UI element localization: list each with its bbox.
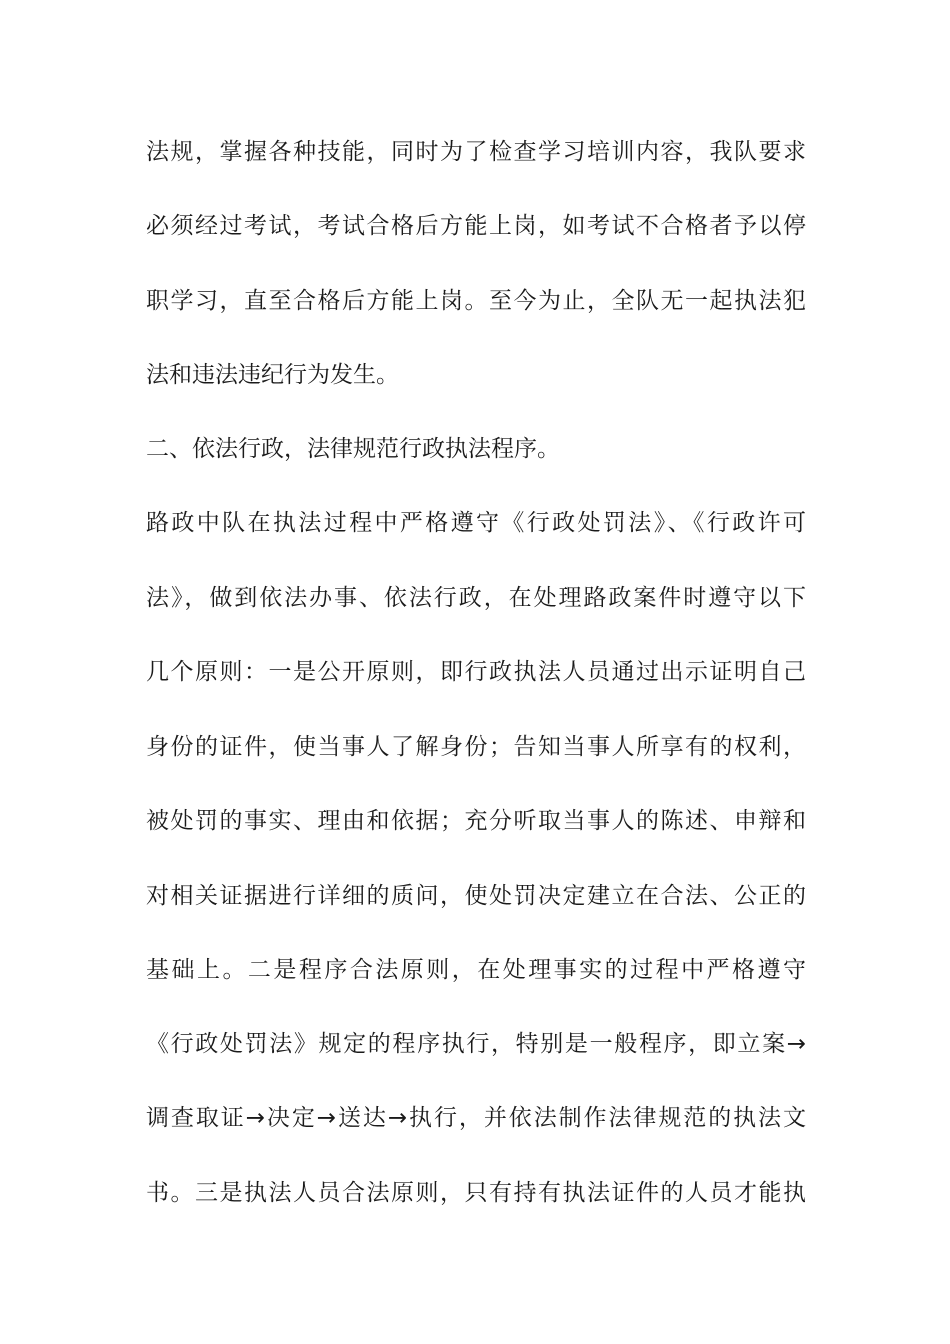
text-line: 必须经过考试，考试合格后方能上岗，如考试不合格者予以停 (146, 213, 806, 239)
text-line: 法和违法违纪行为发生。 (146, 362, 399, 388)
text-line: 法规，掌握各种技能，同时为了检查学习培训内容，我队要求 (146, 139, 806, 165)
text-line: 几个原则：一是公开原则，即行政执法人员通过出示证明自己 (146, 659, 806, 685)
text-line: 法》，做到依法办事、依法行政，在处理路政案件时遵守以下 (146, 585, 806, 611)
text-line: 基础上。二是程序合法原则，在处理事实的过程中严格遵守 (146, 957, 806, 983)
section-heading: 二、依法行政，法律规范行政执法程序。 (146, 436, 560, 462)
text-line: 路政中队在执法过程中严格遵守《行政处罚法》、《行政许可 (146, 510, 806, 536)
text-line: 《行政处罚法》规定的程序执行，特别是一般程序，即立案→ (146, 1031, 806, 1057)
text-line: 书。三是执法人员合法原则，只有持有执法证件的人员才能执 (146, 1180, 806, 1206)
text-line: 身份的证件，使当事人了解身份；告知当事人所享有的权利， (146, 734, 806, 760)
text-line: 职学习，直至合格后方能上岗。至今为止，全队无一起执法犯 (146, 288, 806, 314)
text-line: 被处罚的事实、理由和依据；充分听取当事人的陈述、申辩和 (146, 808, 806, 834)
text-line: 调查取证→决定→送达→执行，并依法制作法律规范的执法文 (146, 1105, 806, 1131)
text-line: 对相关证据进行详细的质问，使处罚决定建立在合法、公正的 (146, 883, 806, 909)
